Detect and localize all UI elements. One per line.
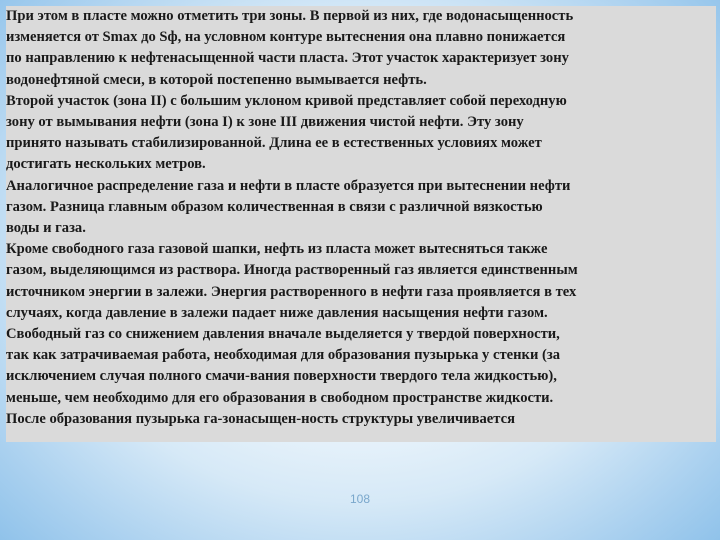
paragraph-dissolved-gas: Кроме свободного газа газовой шапки, нефть из пласта может вытесняться также газом, выделяющимся из раствора. Иногда растворенный газ является единственным источником энергии в залежи. Энергия растворенного в нефти газа проявляется в тех случаях, когда давление в залежи падает ниже давления насыщения нефти газом.	[6, 241, 578, 321]
paragraph-gas-displacement: Аналогичное распределение газа и нефти в пласте образуется при вытеснении нефти газом. Разница главным образом количественная в связи с различной вязкостью воды и газа.	[6, 177, 571, 236]
paragraph-bubble-formation: После образования пузырька га-зонасыщен-ность структуры увеличивается	[6, 410, 515, 427]
paragraph-second-zone: Второй участок (зона II) с большим уклоном кривой представляет собой переходную зону от вымывания нефти (зона I) к зоне III движения чистой нефти. Эту зону принято называть стабилизированной. Длина ее в естественных условиях может достигать нескольких метров.	[6, 92, 567, 173]
text-box	[6, 6, 716, 442]
paragraph-free-gas: Свободный газ со снижением давления вначале выделяется у твердой поверхности, так как затрачиваемая работа, необходимая для образования пузырька у стенки (за исключением случая полного смачи-вания поверхности твердого тела жидкостью), меньше, чем необходимо для его образования в свободном пространстве жидкости.	[6, 326, 561, 406]
paragraph-three-zones: При этом в пласте можно отметить три зоны. В первой из них, где водонасыщенность изменяется от Smax до Sф, на условном контуре вытеснения она плавно понижается по направлению к нефтенасыщенной части пласта. Этот участок характеризует зону водонефтяной смеси, в которой постепенно вымывается нефть.	[6, 8, 574, 88]
page-number: 108	[349, 492, 371, 506]
